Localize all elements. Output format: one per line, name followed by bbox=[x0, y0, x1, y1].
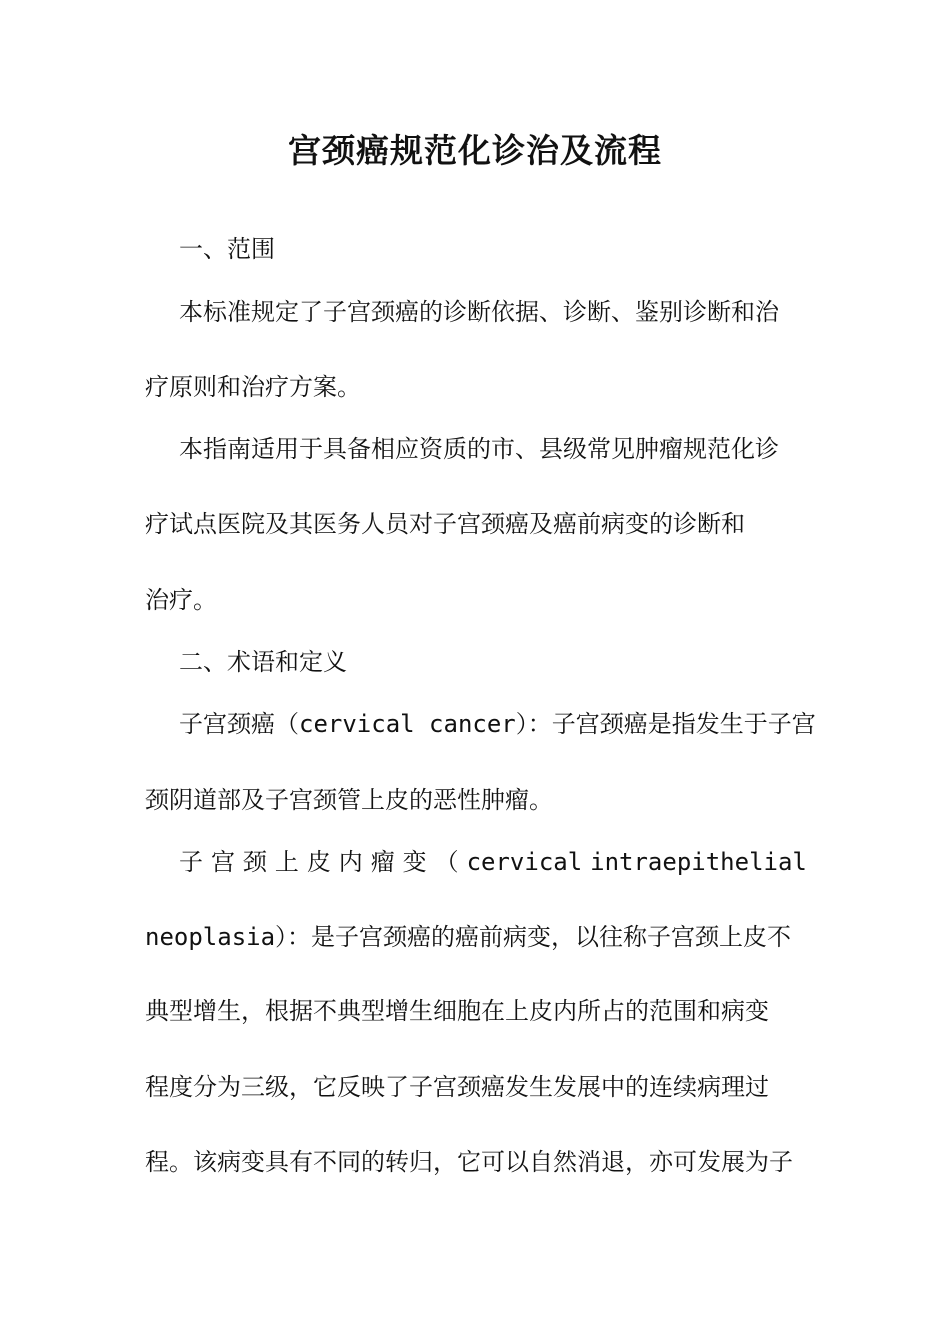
justified-paragraph-line bbox=[179, 845, 807, 879]
english-term: cervical bbox=[466, 848, 583, 876]
paragraph-line: 程度分为三级，它反映了子宫颈癌发生发展中的连续病理过 bbox=[145, 1073, 769, 1101]
char: 上 bbox=[274, 848, 299, 876]
text-fragment: ）：是子宫颈癌的癌前病变，以往称子宫颈上皮不 bbox=[275, 923, 792, 951]
char: 子 bbox=[179, 848, 203, 876]
char: 颈 bbox=[242, 848, 267, 876]
paragraph-line: 治疗。 bbox=[145, 586, 217, 614]
char: （ bbox=[434, 848, 459, 876]
paragraph-line: 典型增生，根据不典型增生细胞在上皮内所占的范围和病变 bbox=[145, 997, 769, 1025]
paragraph-line bbox=[179, 707, 816, 741]
text-fragment: ）：子宫颈癌是指发生于子宫 bbox=[515, 710, 816, 738]
char: 瘤 bbox=[370, 848, 395, 876]
paragraph-line: 颈阴道部及子宫颈管上皮的恶性肿瘤。 bbox=[145, 786, 553, 814]
paragraph-line: 本标准规定了子宫颈癌的诊断依据、诊断、鉴别诊断和治 bbox=[179, 298, 779, 326]
char: 内 bbox=[338, 848, 363, 876]
section-heading-definitions: 二、术语和定义 bbox=[179, 648, 347, 676]
english-term: neoplasia bbox=[145, 923, 276, 951]
section-heading-scope: 一、范围 bbox=[179, 235, 275, 263]
char: 皮 bbox=[306, 848, 331, 876]
char: 宫 bbox=[210, 848, 235, 876]
text-fragment: 子宫颈癌（ bbox=[179, 710, 299, 738]
char: 变 bbox=[402, 848, 427, 876]
paragraph-line: 疗试点医院及其医务人员对子宫颈癌及癌前病变的诊断和 bbox=[145, 510, 745, 538]
english-term: intraepithelial bbox=[590, 848, 807, 876]
paragraph-line: 程。该病变具有不同的转归，它可以自然消退，亦可发展为子 bbox=[145, 1148, 793, 1176]
english-term: cervical cancer bbox=[299, 710, 516, 738]
paragraph-line bbox=[145, 920, 807, 954]
paragraph-line: 本指南适用于具备相应资质的市、县级常见肿瘤规范化诊 bbox=[179, 435, 779, 463]
document-title: 宫颈癌规范化诊治及流程 bbox=[288, 131, 662, 170]
paragraph-line: 疗原则和治疗方案。 bbox=[145, 373, 361, 401]
